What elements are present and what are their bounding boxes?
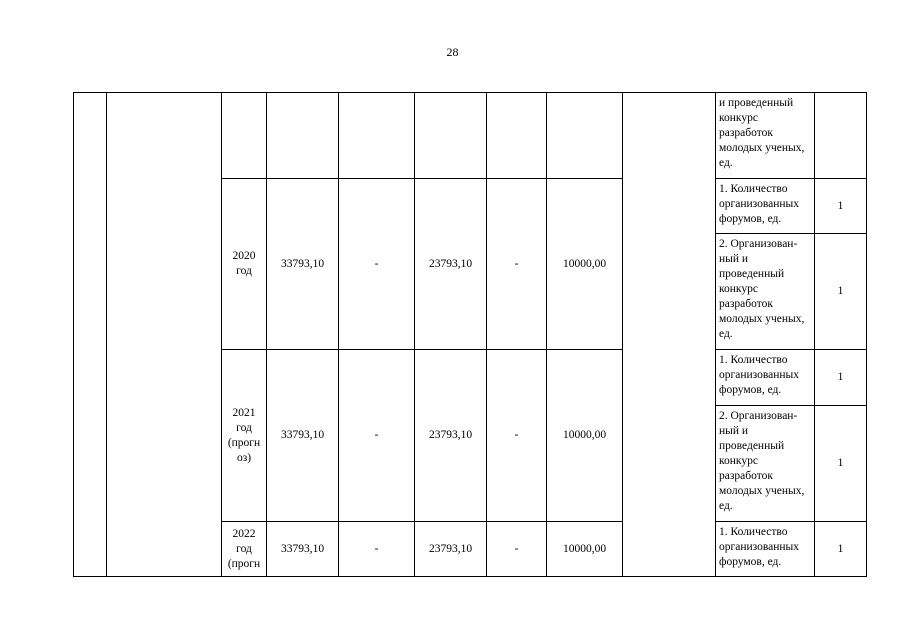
indicator-cell: 1. Количество организованных форумов, ед. — [716, 350, 815, 406]
value-cell: - — [339, 522, 415, 577]
value-cell: - — [339, 350, 415, 522]
indicator-cell: 1. Количество организованных форумов, ед. — [716, 179, 815, 234]
budget-table — [73, 92, 867, 577]
total-cell: 33793,10 — [267, 522, 339, 577]
cell-empty-number — [74, 93, 107, 577]
value-cell: 10000,00 — [547, 179, 623, 350]
indicator-value: 1 — [815, 179, 867, 234]
indicator-cell: 2. Организован-ный и проведенный конкурс разработок молодых ученых, ед. — [716, 234, 815, 350]
indicator-cell: и проведенный конкурс разработок молодых ученых, ед. — [716, 93, 815, 179]
indicator-cell: 2. Организован-ный и проведенный конкурс разработок молодых ученых, ед. — [716, 406, 815, 522]
indicator-value: 1 — [815, 522, 867, 577]
value-cell: - — [487, 522, 547, 577]
value-cell: 23793,10 — [415, 522, 487, 577]
page-number: 28 — [446, 45, 459, 59]
cell-empty-executor — [623, 93, 716, 577]
value-cell: - — [339, 179, 415, 350]
value-cell: - — [487, 350, 547, 522]
value-cell: 23793,10 — [415, 179, 487, 350]
year-cell: 2021 год (прогн оз) — [222, 350, 267, 522]
indicator-value: 1 — [815, 406, 867, 522]
indicator-value: 1 — [815, 350, 867, 406]
total-cell: 33793,10 — [267, 179, 339, 350]
table-row — [74, 93, 867, 179]
value-cell: 10000,00 — [547, 522, 623, 577]
indicator-cell: 1. Количество организованных форумов, ед. — [716, 522, 815, 577]
value-cell: 10000,00 — [547, 350, 623, 522]
value-cell: - — [487, 179, 547, 350]
cell-empty-event — [107, 93, 222, 577]
indicator-value: 1 — [815, 234, 867, 350]
total-cell: 33793,10 — [267, 350, 339, 522]
year-cell: 2020 год — [222, 179, 267, 350]
value-cell: 23793,10 — [415, 350, 487, 522]
year-cell: 2022 год (прогн — [222, 522, 267, 577]
